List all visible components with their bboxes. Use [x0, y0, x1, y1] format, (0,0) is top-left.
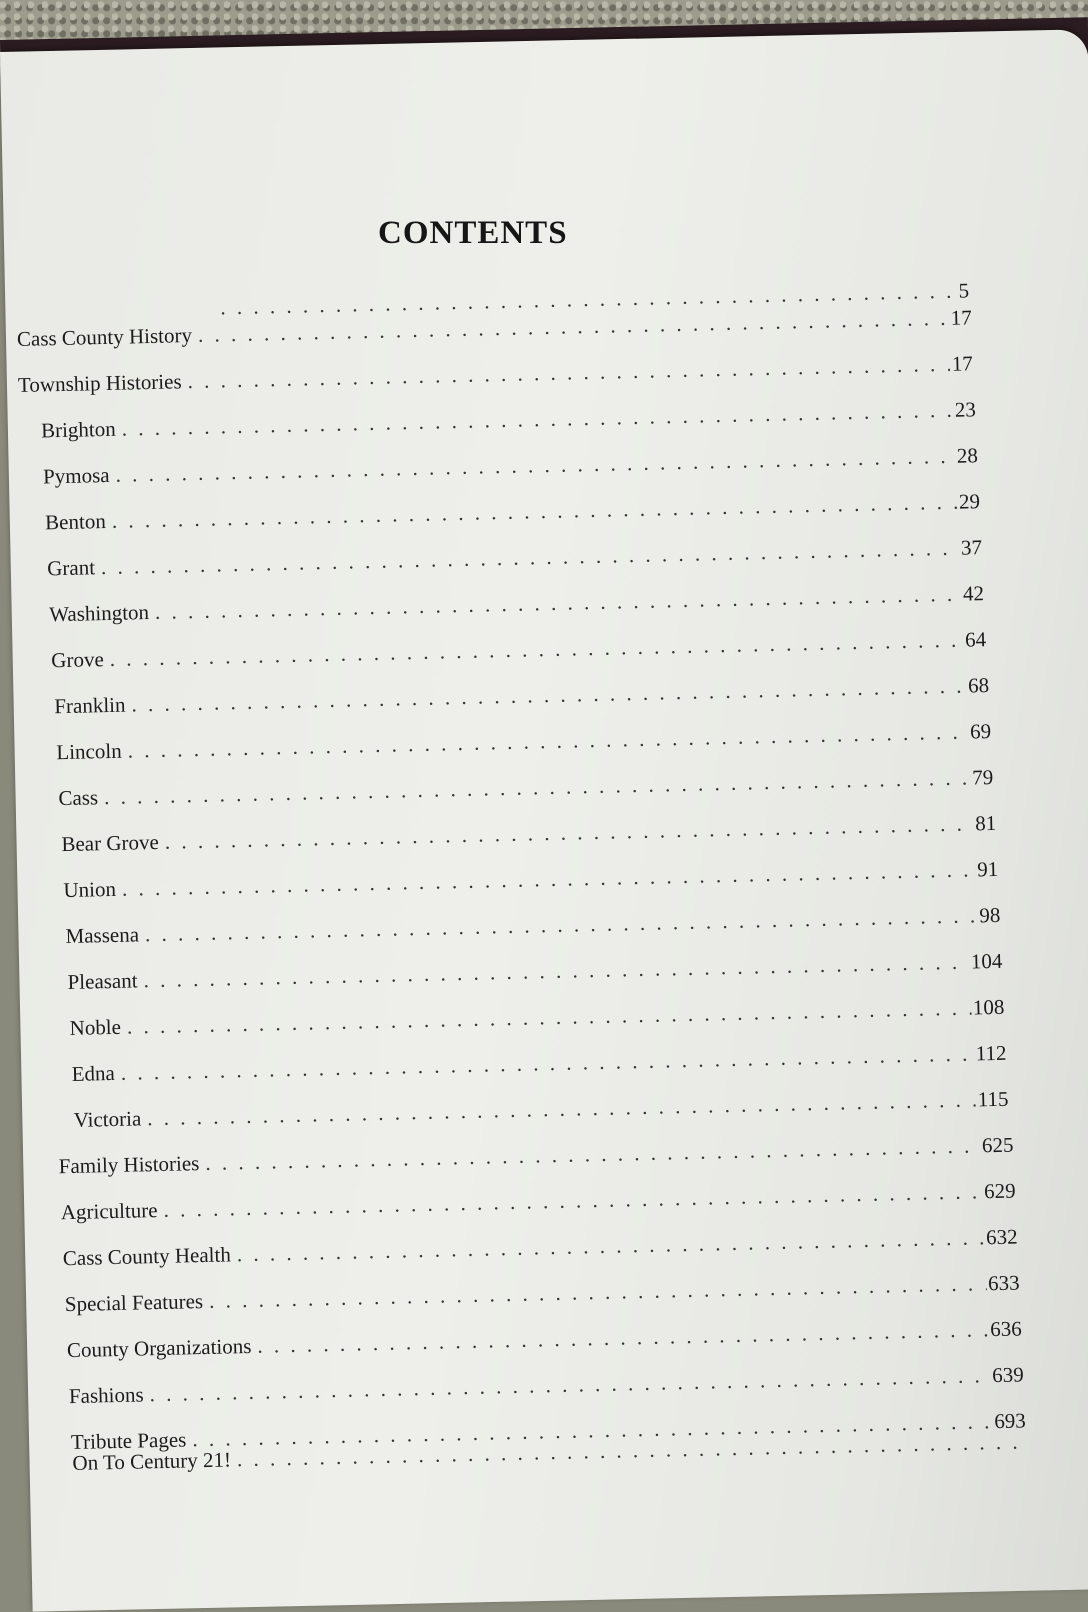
toc-leader-dots	[145, 903, 978, 947]
toc-leader-dots	[112, 490, 958, 534]
toc-leader-dots	[122, 857, 976, 901]
toc-entry	[45, 489, 980, 540]
toc-entry-page: 625	[980, 1133, 1014, 1159]
toc-entry-label: Lincoln	[56, 739, 128, 766]
toc-entry-page: 98	[977, 903, 1001, 929]
toc-entry	[54, 673, 989, 724]
toc-entry	[67, 1316, 1022, 1368]
toc-entry-label: Cass	[58, 785, 104, 811]
toc-entry-label: Pleasant	[67, 968, 144, 995]
toc-entry	[65, 903, 1000, 954]
toc-entry	[69, 1362, 1024, 1414]
toc-entry-label: Grant	[47, 555, 101, 581]
toc-entry-page: 69	[968, 719, 992, 745]
toc-leader-dots	[104, 765, 971, 810]
toc-entry	[56, 719, 991, 770]
toc-entry-page: 632	[984, 1225, 1018, 1251]
toc-entry-page: 28	[955, 443, 979, 469]
toc-entry-page: 91	[975, 857, 999, 883]
toc-entry-page: 79	[970, 765, 994, 791]
toc-leader-dots	[257, 1317, 988, 1359]
toc-leader-dots	[209, 1271, 987, 1314]
toc-leader-dots	[163, 1179, 982, 1223]
toc-entry	[65, 1270, 1020, 1322]
toc-entry	[61, 1179, 1016, 1231]
toc-entry-label: Cass County Health	[63, 1242, 238, 1271]
toc-leader-dots	[121, 1041, 974, 1085]
toc-entry	[73, 1087, 1008, 1138]
toc-leader-dots	[165, 811, 974, 854]
toc-leader-dots	[205, 1133, 980, 1176]
toc-leader-dots	[127, 720, 968, 764]
toc-entry	[58, 1133, 1013, 1185]
toc-entry-page: 64	[963, 627, 987, 653]
toc-entry-page: 104	[969, 949, 1003, 975]
toc-entry-page: 17	[948, 305, 972, 331]
toc-entry-page: 17	[950, 351, 974, 377]
toc-entry	[47, 535, 982, 586]
toc-entry	[58, 765, 993, 816]
toc-entry-label: On To Century 21!	[72, 1447, 237, 1476]
toc-entry-label: Bear Grove	[61, 830, 165, 857]
toc-entry-page: 23	[953, 397, 977, 423]
toc-entry-label: Grove	[51, 647, 110, 673]
toc-entry-page: 115	[975, 1087, 1008, 1113]
toc-entry-label: Edna	[71, 1061, 121, 1087]
toc-entry-page: 42	[961, 581, 985, 607]
toc-entry	[71, 1041, 1006, 1092]
toc-entry	[49, 581, 984, 632]
toc-entry-page: 112	[973, 1041, 1006, 1067]
toc-entry-page: 81	[973, 811, 997, 837]
toc-entry	[61, 811, 996, 862]
toc-entry-label: Noble	[69, 1015, 127, 1041]
toc-entry-page: 629	[982, 1179, 1016, 1205]
toc-entry-page: 37	[959, 535, 983, 561]
toc-leader-dots	[109, 628, 963, 672]
toc-entry-label: County Organizations	[67, 1334, 258, 1363]
toc-entry-label: Fashions	[69, 1382, 150, 1409]
toc-entry	[41, 397, 976, 448]
toc-entry-label: Victoria	[73, 1106, 147, 1133]
toc-entry-label: Pymosa	[43, 463, 116, 490]
toc-entry-page: 693	[992, 1408, 1026, 1434]
toc-entry-page: 108	[971, 995, 1005, 1021]
toc-entry-label: Special Features	[65, 1289, 210, 1317]
toc-entry	[63, 1225, 1018, 1277]
toc-leader-dots	[149, 1363, 990, 1407]
toc-leader-dots	[115, 444, 955, 488]
toc-entry-label: Franklin	[54, 692, 132, 719]
toc-entry	[43, 443, 978, 494]
toc-entry-page: 636	[988, 1316, 1022, 1342]
toc-entry-label: Union	[63, 877, 122, 903]
toc-entry-page: 639	[990, 1362, 1024, 1388]
toc-entry-label: Tribute Pages	[71, 1427, 193, 1455]
toc-leader-dots	[147, 1087, 976, 1131]
toc-entry-page: 68	[966, 673, 990, 699]
page-title: CONTENTS	[378, 215, 568, 252]
toc-entry	[63, 857, 998, 908]
toc-entry-label: Benton	[45, 509, 112, 536]
toc-leader-dots	[187, 352, 950, 394]
toc-entry	[69, 995, 1004, 1046]
toc-entry	[18, 351, 973, 403]
toc-entry-label: Agriculture	[61, 1198, 164, 1225]
toc-leader-dots	[143, 950, 969, 994]
toc-leader-dots	[155, 582, 962, 625]
toc-leader-dots	[101, 536, 960, 580]
toc-entry-page: 633	[986, 1270, 1020, 1296]
toc-entry-label: Brighton	[41, 417, 122, 444]
toc-leader-dots	[127, 996, 972, 1040]
toc-entry	[51, 627, 986, 678]
toc-entry-label: Cass County History	[17, 323, 199, 352]
toc-leader-dots	[121, 398, 953, 442]
toc-entry-page: 29	[957, 489, 981, 515]
toc-entry-label: Washington	[49, 600, 155, 627]
toc-entry-label: Massena	[65, 922, 145, 949]
toc-entry-label: Family Histories	[58, 1151, 205, 1179]
toc-leader-dots	[237, 1225, 985, 1267]
toc-leader-dots	[131, 674, 966, 718]
toc-entry-label: Township Histories	[18, 369, 188, 398]
toc-entry	[67, 949, 1002, 1000]
toc-entry-page: 5	[956, 278, 969, 303]
